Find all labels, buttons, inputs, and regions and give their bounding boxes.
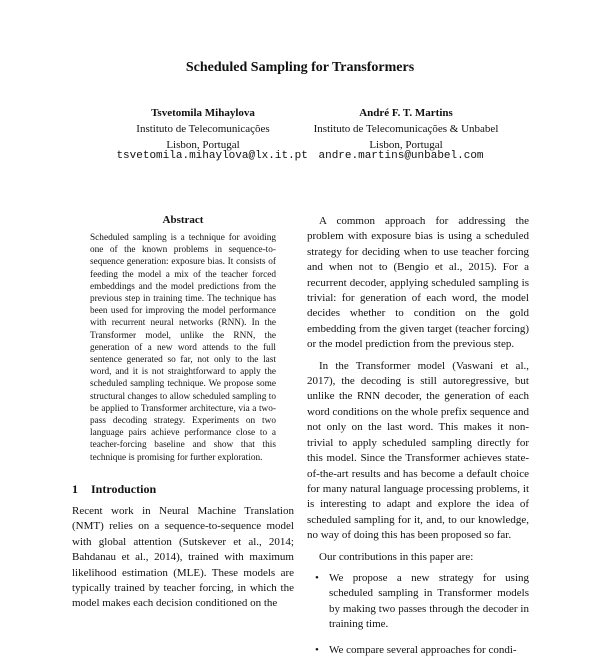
bullet-icon: • [315, 571, 319, 584]
email-1: tsvetomila.mihaylova@lx.it.pt [116, 150, 308, 162]
author-name: André F. T. Martins [359, 107, 453, 119]
author-block-2 [296, 105, 516, 153]
author-location: Lisbon, Portugal [369, 139, 443, 151]
contributions-list [307, 571, 529, 658]
left-column [72, 214, 294, 464]
abstract-text: Scheduled sampling is a technique for avoiding one of the known problems in sequence-to-sequence generation: exposure bias. It consists of feeding the model a mix of the teacher forced embeddings and the model predictions from the previous step in training time. The technique has been used for improving the model performance with recurrent neural networks (RNN). In the Transformer model, unlike the RNN, the generation of a new word attends to the full sentence generated so far, not only to the last word, and it is not straightforward to apply the scheduled sampling technique. We propose some structural changes to allow scheduled sampling to be applied to Transformer architecture, via a two-pass decoding strategy. Experiments on two language pairs achieve performance close to a teacher-forcing baseline and show that this technique is promising for further exploration. [90, 233, 276, 463]
email-2: andre.martins@unbabel.com [318, 150, 484, 162]
section-title: Introduction [91, 482, 157, 496]
paragraph-exposure-bias: A common approach for addressing the problem with exposure bias is using a scheduled strategy for deciding when to use teacher forcing and when not to (Bengio et al., 2015). For a recurrent decoder, applying scheduled sampling is trivial: for generation of each word, the model decides whether to condition on the gold embedding from the given target (teacher forcing) or the model prediction from the previous step. [307, 215, 529, 351]
author-affiliation: Instituto de Telecomunicações [136, 123, 270, 135]
author-block-1 [93, 105, 313, 153]
list-item: • We compare several approaches for condi- [307, 643, 529, 658]
paper-title: Scheduled Sampling for Transformers [185, 60, 415, 75]
paragraph-contributions: Our contributions in this paper are: [319, 550, 474, 563]
author-location: Lisbon, Portugal [166, 139, 240, 151]
section-number: 1 [72, 482, 78, 496]
author-name: Tsvetomila Mihaylova [151, 107, 255, 119]
section-heading [72, 482, 156, 497]
paragraph-transformer: In the Transformer model (Vaswani et al., 2017), the decoding is still autoregressive, but unlike the RNN decoder, the generation of each word conditions on the whole prefix sequence and not only on the last word. This makes it non-trivial to apply scheduled sampling directly for this model. Since the Transformer achieves state-of-the-art results and has become a default choice for many natural language processing problems, it is interesting to adapt and explore the idea of scheduled sampling for it, and, to our knowledge, no way of doing this has been proposed so far. [307, 359, 529, 542]
author-emails [0, 148, 600, 164]
author-affiliation: Instituto de Telecomunicações & Unbabel [313, 123, 499, 135]
list-item: • We propose a new strategy for using scheduled sampling in Transformer models by making two passes through the decoder in training time. [315, 571, 529, 631]
abstract-heading: Abstract [162, 214, 204, 226]
bullet-icon: • [315, 643, 319, 656]
introduction-text: Recent work in Neural Machine Translation (NMT) relies on a sequence-to-sequence model with global attention (Sutskever et al., 2014; Bahdanau et al., 2014), trained with maximum likelihood estimation (MLE). These models are typically trained by teacher forcing, in which the model makes each decision conditioned on the [72, 505, 294, 610]
